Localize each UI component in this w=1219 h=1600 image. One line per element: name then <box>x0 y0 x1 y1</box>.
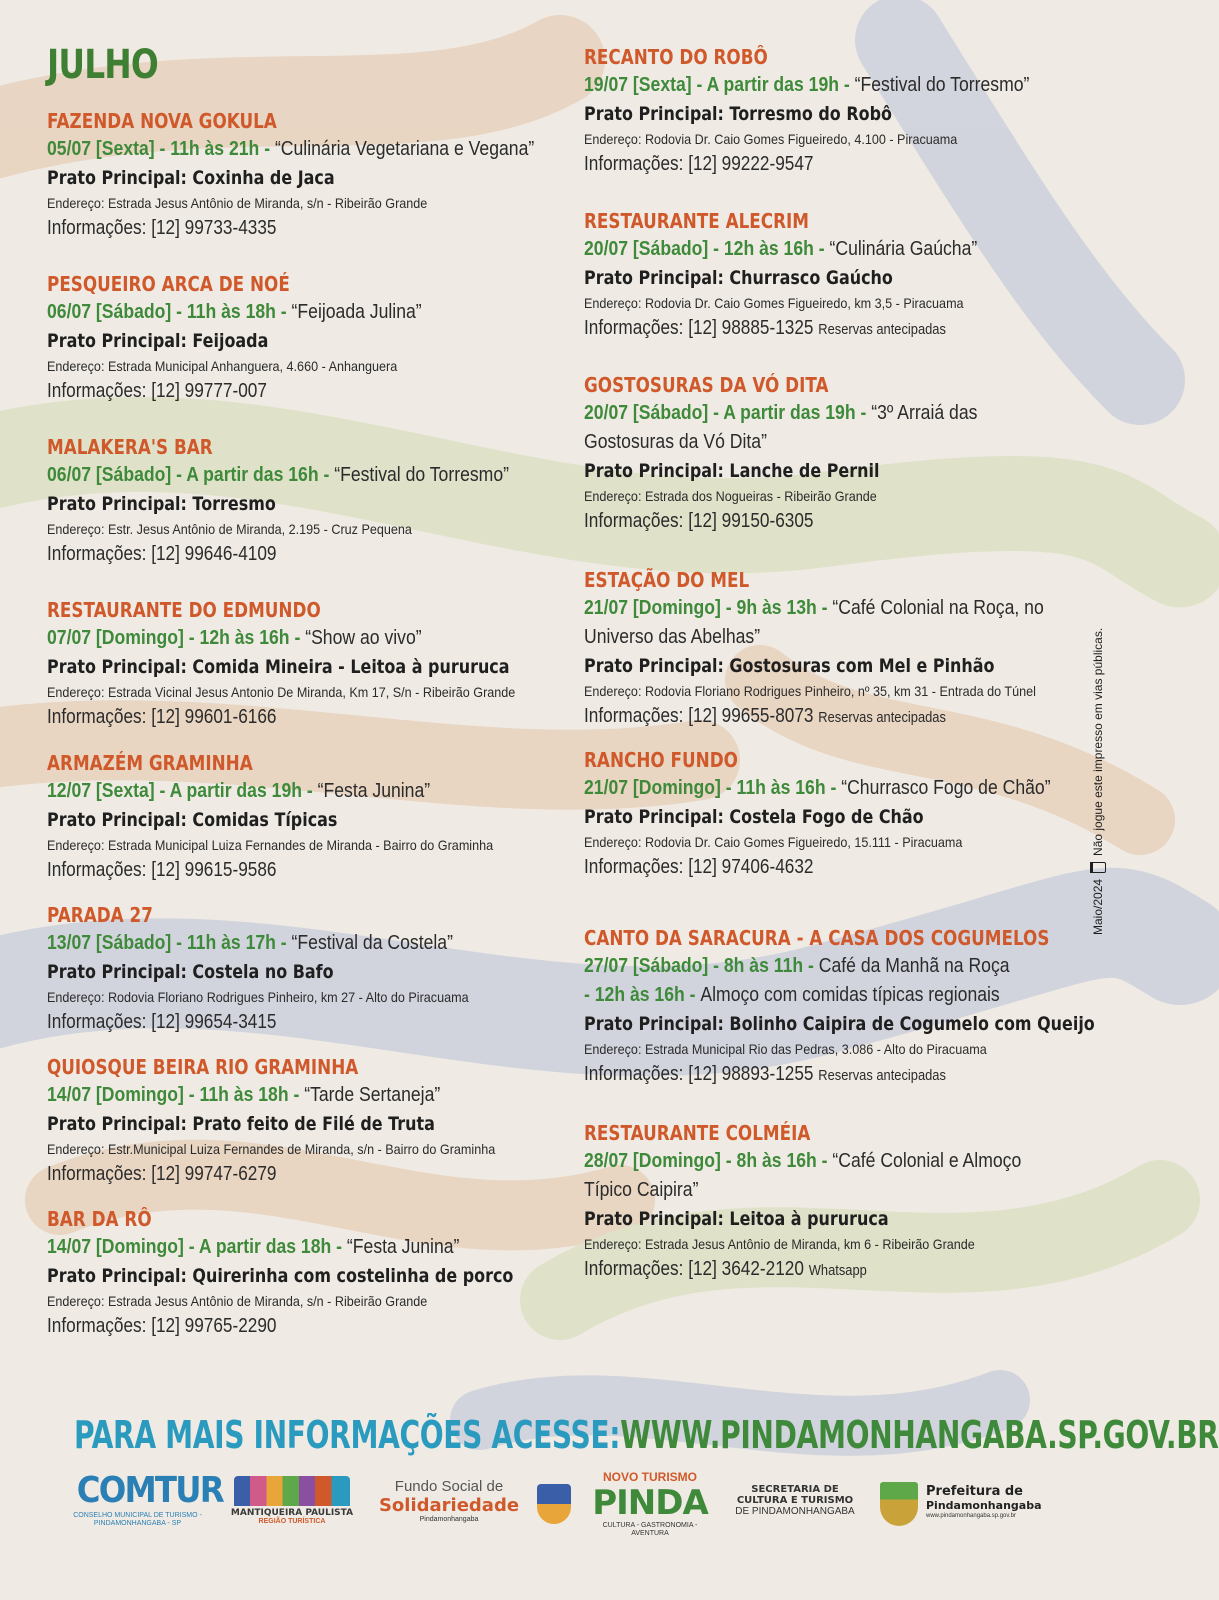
contact-info <box>584 853 1093 881</box>
phone: Informações: [12] 99615-9586 <box>47 859 277 881</box>
contact-info <box>584 150 1093 178</box>
pinda-crest-icon <box>537 1470 577 1536</box>
contact-info <box>47 1312 566 1340</box>
event-card <box>584 747 1094 925</box>
phone: Informações: [12] 99777-007 <box>47 380 267 402</box>
event-card <box>47 434 567 597</box>
event-title: “Festa Junina” <box>317 780 431 802</box>
phone: Informações: [12] 99747-6279 <box>47 1163 277 1185</box>
website-link[interactable]: WWW.PINDAMONHANGABA.SP.GOV.BR <box>620 1413 1219 1457</box>
phone: Informações: [12] 99601-6166 <box>47 706 277 728</box>
event-title: “Tarde Sertaneja” <box>304 1084 441 1106</box>
main-dish: Prato Principal: Churrasco Gaúcho <box>584 267 893 289</box>
right-column <box>584 44 1094 1300</box>
event-card <box>584 1120 1094 1300</box>
event-title: “Festival da Costela” <box>291 932 453 954</box>
main-dish: Prato Principal: Torresmo do Robô <box>584 103 892 125</box>
event-date-time: 06/07 [Sábado] - A partir das 16h - <box>47 464 335 486</box>
main-dish: Prato Principal: Costela Fogo de Chão <box>584 806 924 828</box>
address: Endereço: Estr.Municipal Luiza Fernandes de Miranda, s/n - Bairro do Graminha <box>47 1141 496 1157</box>
address: Endereço: Estrada Jesus Antônio de Miranda, km 6 - Ribeirão Grande <box>584 1236 975 1252</box>
event-schedule <box>47 1081 569 1110</box>
contact-info <box>584 314 1093 344</box>
event-title: “Festival do Torresmo” <box>854 74 1030 96</box>
city-crest-icon <box>880 1482 918 1526</box>
event-date-time: 12/07 [Sexta] - A partir das 19h - <box>47 780 318 802</box>
prefeitura-logo: Prefeitura de Pindamonhangaba www.pindamonhangaba.sp.gov.br <box>880 1470 1030 1536</box>
event-date-time: 21/07 [Domingo] - 11h às 16h - <box>584 777 842 799</box>
event-title: “Festa Junina” <box>346 1236 460 1258</box>
event-schedule <box>47 777 569 806</box>
event-date-time-second: - 12h às 16h - <box>584 984 701 1006</box>
address: Endereço: Rodovia Dr. Caio Gomes Figueiredo, km 3,5 - Piracuama <box>584 295 964 311</box>
phone: Informações: [12] 99765-2290 <box>47 1315 277 1337</box>
phone: Informações: [12] 98893-1255 <box>584 1063 814 1085</box>
contact-info <box>47 703 566 731</box>
fundo-social-logo: Fundo Social de Solidariedade Pindamonhangaba <box>378 1478 520 1523</box>
whatsapp-note: Whatsapp <box>808 1262 867 1279</box>
phone: Informações: [12] 98885-1325 <box>584 317 814 339</box>
event-card <box>584 567 1094 747</box>
event-date-time: 27/07 [Sábado] - 8h às 11h - <box>584 955 819 977</box>
event-title: “3º Arraiá das Gostosuras da Vó Dita” <box>584 402 978 453</box>
phone: Informações: [12] 99654-3415 <box>47 1011 277 1033</box>
phone: Informações: [12] 99655-8073 <box>584 705 814 727</box>
disposal-notice <box>1090 628 1106 935</box>
event-title: “Show ao vivo” <box>305 627 422 649</box>
venue-name: MALAKERA'S BAR <box>47 435 213 459</box>
main-dish: Prato Principal: Torresmo <box>47 493 276 515</box>
event-date-time: 19/07 [Sexta] - A partir das 19h - <box>584 74 855 96</box>
event-date-time: 21/07 [Domingo] - 9h às 13h - <box>584 597 833 619</box>
event-schedule <box>47 135 569 164</box>
phone: Informações: [12] 99646-4109 <box>47 543 277 565</box>
venue-name: GOSTOSURAS DA VÓ DITA <box>584 373 829 397</box>
main-dish: Prato Principal: Lanche de Pernil <box>584 460 880 482</box>
contact-info <box>47 856 566 884</box>
venue-name: BAR DA RÔ <box>47 1207 152 1231</box>
address: Endereço: Estrada Vicinal Jesus Antonio De Miranda, Km 17, S/n - Ribeirão Grande <box>47 684 516 700</box>
sponsor-logos <box>70 1470 1060 1540</box>
footer-label: PARA MAIS INFORMAÇÕES ACESSE: <box>74 1413 621 1457</box>
reservation-note: Reservas antecipadas <box>818 1067 946 1084</box>
print-date: Maio/2024 <box>1091 878 1105 935</box>
contact-info <box>584 1255 1093 1285</box>
main-dish: Prato Principal: Prato feito de Filé de Truta <box>47 1113 435 1135</box>
month-title: JULHO <box>47 42 158 88</box>
venue-name: RECANTO DO ROBÔ <box>584 45 768 69</box>
address: Endereço: Rodovia Dr. Caio Gomes Figueiredo, 15.111 - Piracuama <box>584 834 963 850</box>
event-card <box>584 372 1094 567</box>
contact-info <box>47 540 566 568</box>
event-schedule <box>584 399 1015 457</box>
event-card <box>47 1054 567 1206</box>
address: Endereço: Estrada Municipal Rio das Pedras, 3.086 - Alto do Piracuama <box>584 1041 987 1057</box>
contact-info <box>47 1160 566 1188</box>
event-schedule <box>47 929 569 958</box>
event-date-time: 13/07 [Sábado] - 11h às 17h - <box>47 932 292 954</box>
main-dish: Prato Principal: Gostosuras com Mel e Pinhão <box>584 655 995 677</box>
event-schedule <box>584 71 1096 100</box>
event-date-time: 28/07 [Domingo] - 8h às 16h - <box>584 1150 833 1172</box>
phone: Informações: [12] 97406-4632 <box>584 856 814 878</box>
event-date-time: 14/07 [Domingo] - 11h às 18h - <box>47 1084 305 1106</box>
event-title: Café da Manhã na Roça <box>818 955 1010 977</box>
phone: Informações: [12] 99733-4335 <box>47 217 277 239</box>
main-dish: Prato Principal: Comida Mineira - Leitoa à pururuca <box>47 656 510 678</box>
address: Endereço: Estrada dos Nogueiras - Ribeirão Grande <box>584 488 877 504</box>
left-column <box>47 108 567 1356</box>
event-title: “Churrasco Fogo de Chão” <box>841 777 1051 799</box>
main-dish: Prato Principal: Leitoa à pururuca <box>584 1208 889 1230</box>
event-title-second: Almoço com comidas típicas regionais <box>700 984 1000 1006</box>
venue-name: RESTAURANTE ALECRIM <box>584 209 810 233</box>
event-title: “Café Colonial na Roça, no Universo das Abelhas” <box>584 597 1044 648</box>
contact-info <box>47 214 566 242</box>
comtur-logo: COMTUR CONSELHO MUNICIPAL DE TURISMO -PINDAMONHANGABA - SP <box>73 1470 223 1527</box>
trash-icon <box>1090 862 1106 873</box>
event-schedule <box>47 624 569 653</box>
address: Endereço: Estrada Jesus Antônio de Miranda, s/n - Ribeirão Grande <box>47 1293 428 1309</box>
main-dish: Prato Principal: Costela no Bafo <box>47 961 334 983</box>
novo-turismo-pinda-logo: NOVO TURISMO PINDA CULTURA - GASTRONOMIA - AVENTURA <box>592 1470 708 1537</box>
contact-info <box>584 507 1093 535</box>
event-schedule <box>584 1147 1042 1205</box>
event-schedule <box>584 594 1060 652</box>
event-schedule <box>584 952 1096 981</box>
event-card <box>584 44 1094 208</box>
event-card <box>47 750 567 902</box>
event-card <box>584 925 1094 1120</box>
event-date-time: 14/07 [Domingo] - A partir das 18h - <box>47 1236 347 1258</box>
phone: Informações: [12] 99150-6305 <box>584 510 814 532</box>
event-date-time: 07/07 [Domingo] - 12h às 16h - <box>47 627 306 649</box>
event-card <box>584 208 1094 372</box>
main-dish: Prato Principal: Feijoada <box>47 330 269 352</box>
disposal-text: Não jogue este impresso em vias públicas. <box>1091 627 1105 856</box>
event-schedule <box>47 461 569 490</box>
contact-info <box>584 702 1093 732</box>
venue-name: FAZENDA NOVA GOKULA <box>47 109 277 133</box>
address: Endereço: Rodovia Floriano Rodrigues Pinheiro, km 27 - Alto do Piracuama <box>47 989 469 1005</box>
event-schedule <box>584 235 1096 264</box>
event-title: “Festival do Torresmo” <box>334 464 509 486</box>
address: Endereço: Rodovia Floriano Rodrigues Pinheiro, nº 35, km 31 - Entrada do Túnel <box>584 683 1036 699</box>
venue-name: ESTAÇÃO DO MEL <box>584 568 750 592</box>
venue-name: PARADA 27 <box>47 903 153 927</box>
address: Endereço: Estr. Jesus Antônio de Miranda, 2.195 - Cruz Pequena <box>47 521 412 537</box>
venue-name: QUIOSQUE BEIRA RIO GRAMINHA <box>47 1055 359 1079</box>
venue-name: RESTAURANTE DO EDMUNDO <box>47 598 321 622</box>
venue-name: CANTO DA SARACURA - A CASA DOS COGUMELOS <box>584 926 1050 950</box>
event-title: “Feijoada Julina” <box>291 301 422 323</box>
event-date-time: 20/07 [Sábado] - A partir das 19h - <box>584 402 872 424</box>
main-dish: Prato Principal: Coxinha de Jaca <box>47 167 335 189</box>
secretaria-logo: SECRETARIA DE CULTURA E TURISMO DE PINDAMONHANGABA <box>735 1484 855 1517</box>
event-date-time: 05/07 [Sexta] - 11h às 21h - <box>47 138 275 160</box>
event-schedule <box>47 298 569 327</box>
address: Endereço: Estrada Municipal Luiza Fernandes de Miranda - Bairro do Graminha <box>47 837 494 853</box>
event-date-time: 20/07 [Sábado] - 12h às 16h - <box>584 238 830 260</box>
venue-name: ARMAZÉM GRAMINHA <box>47 751 253 775</box>
main-dish: Prato Principal: Bolinho Caipira de Cogumelo com Queijo <box>584 1013 1095 1035</box>
event-card <box>47 902 567 1054</box>
venue-name: PESQUEIRO ARCA DE NOÉ <box>47 272 290 296</box>
venue-name: RANCHO FUNDO <box>584 748 738 772</box>
contact-info <box>584 1060 1093 1090</box>
footer-info <box>74 1413 1219 1457</box>
main-dish: Prato Principal: Comidas Típicas <box>47 809 338 831</box>
address: Endereço: Estrada Municipal Anhanguera, 4.660 - Anhanguera <box>47 358 398 374</box>
mantiqueira-logo: MANTIQUEIRA PAULISTA REGIÃO TURÍSTICA <box>228 1470 356 1536</box>
event-schedule <box>584 774 1096 803</box>
contact-info <box>47 1008 566 1036</box>
reservation-note: Reservas antecipadas <box>818 321 946 338</box>
reservation-note: Reservas antecipadas <box>818 709 946 726</box>
address: Endereço: Rodovia Dr. Caio Gomes Figueiredo, 4.100 - Piracuama <box>584 131 958 147</box>
address: Endereço: Estrada Jesus Antônio de Miranda, s/n - Ribeirão Grande <box>47 195 428 211</box>
main-dish: Prato Principal: Quirerinha com costelinha de porco <box>47 1265 514 1287</box>
phone: Informações: [12] 3642-2120 <box>584 1258 804 1280</box>
event-card <box>47 271 567 434</box>
event-schedule <box>47 1233 569 1262</box>
event-card <box>47 597 567 750</box>
event-card <box>47 108 567 271</box>
phone: Informações: [12] 99222-9547 <box>584 153 814 175</box>
event-card <box>47 1206 567 1356</box>
contact-info <box>47 377 566 405</box>
event-title: “Culinária Vegetariana e Vegana” <box>274 138 535 160</box>
venue-name: RESTAURANTE COLMÉIA <box>584 1121 811 1145</box>
mantiqueira-icon <box>234 1476 350 1506</box>
event-schedule-second <box>584 981 1096 1010</box>
event-title: “Culinária Gaúcha” <box>829 238 978 260</box>
event-title: “Café Colonial e Almoço Típico Caipira” <box>584 1150 1022 1201</box>
event-date-time: 06/07 [Sábado] - 11h às 18h - <box>47 301 292 323</box>
